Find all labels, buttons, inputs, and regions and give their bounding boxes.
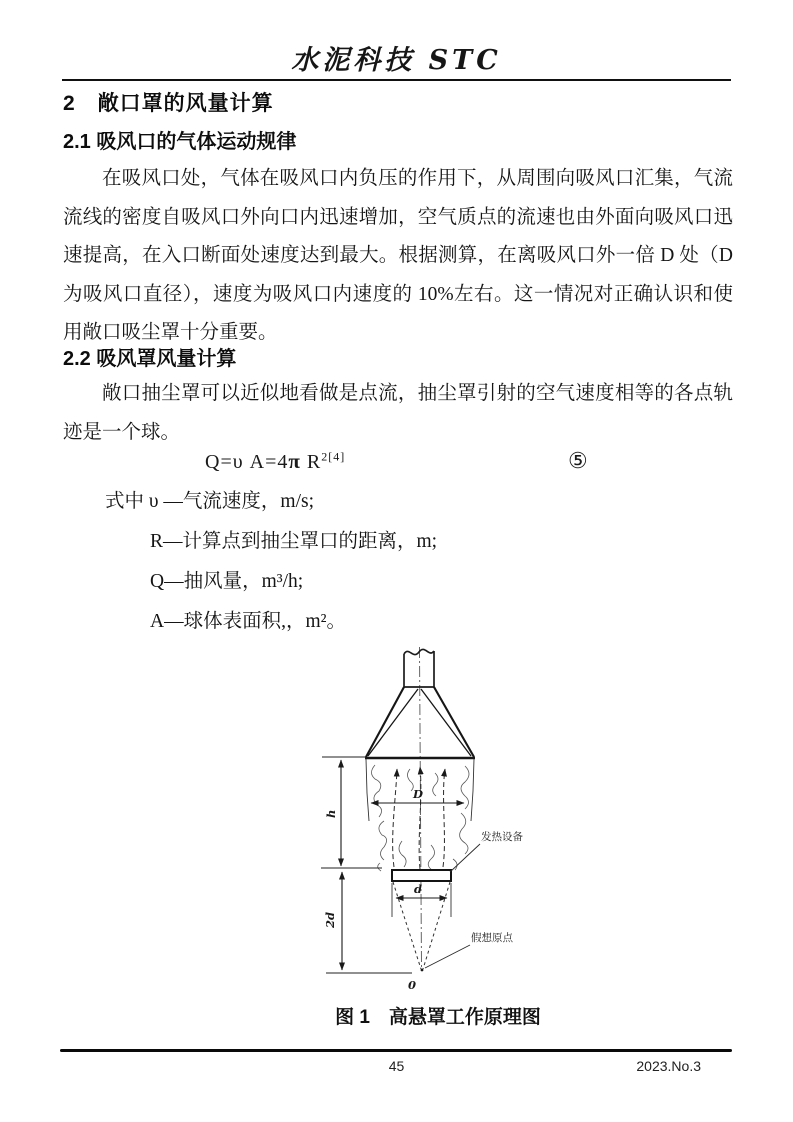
equation-number: ⑤ — [568, 448, 588, 473]
variable-row-velocity: 式中 υ —气流速度，m/s; — [105, 491, 315, 512]
journal-title: 水泥科技 STC — [291, 45, 502, 76]
issue-number: 2023.No.3 — [636, 1058, 701, 1074]
equation-superscript: 2[4] — [321, 449, 346, 464]
variable-row-airflow: Q—抽风量，m³/h; — [150, 571, 304, 592]
header-rule — [62, 79, 731, 81]
suction-duct — [404, 649, 434, 687]
heating-equipment-label: 发热设备 — [481, 831, 523, 843]
dimension-d-label: d — [414, 882, 423, 896]
variable-row-area: A—球体表面积,，m²。 — [150, 611, 346, 632]
paragraph-airflow-law: 在吸风口处，气体在吸风口内负压的作用下，从周围向吸风口汇集，气流流线的密度自吸风口外向口内迅速增加，空气质点的流速也由外面向吸风口迅速提高，在入口断面处速度达到最大。根据测算，在离吸风口外一倍 D 处（D 为吸风口直径），速度为吸风口内速度的 10%左右。这一情况对正确认识和使用敞口吸尘罩十分重要。 — [63, 168, 733, 343]
subsection-heading-2-1: 2.1 吸风口的气体运动规律 — [63, 131, 297, 153]
paragraph-hood-flow: 敞口抽尘罩可以近似地看做是点流，抽尘罩引射的空气速度相等的各点轨迹是一个球。 — [63, 383, 733, 443]
variable-row-radius: R—计算点到抽尘罩口的距离，m; — [150, 531, 438, 552]
subsection-heading-2-2: 2.2 吸风罩风量计算 — [63, 348, 237, 370]
dimension-2d-label: 2d — [323, 911, 337, 928]
heating-equipment-rect — [392, 870, 451, 881]
figure-caption: 图 1 高悬罩工作原理图 — [335, 1007, 541, 1028]
equation-5 — [63, 449, 733, 481]
pi-symbol: π — [288, 449, 301, 473]
origin-point — [421, 969, 424, 972]
origin-point-label: 0 — [408, 978, 417, 992]
footer-rule — [60, 1049, 732, 1052]
figure-1-diagram — [314, 645, 535, 997]
dimension-D-label: D — [413, 787, 423, 801]
variable-definitions — [63, 482, 733, 642]
dimension-h-label: h — [324, 809, 338, 818]
page-number: 45 — [388, 1058, 405, 1074]
section-heading-2: 2 敞口罩的风量计算 — [63, 92, 274, 115]
heating-equipment-leader — [450, 844, 480, 872]
equation-body: Q=υ A=4π $R^{2[4]}$ — [205, 449, 346, 473]
imaginary-origin-label: 假想原点 — [471, 932, 513, 944]
imaginary-origin-leader — [425, 945, 470, 968]
